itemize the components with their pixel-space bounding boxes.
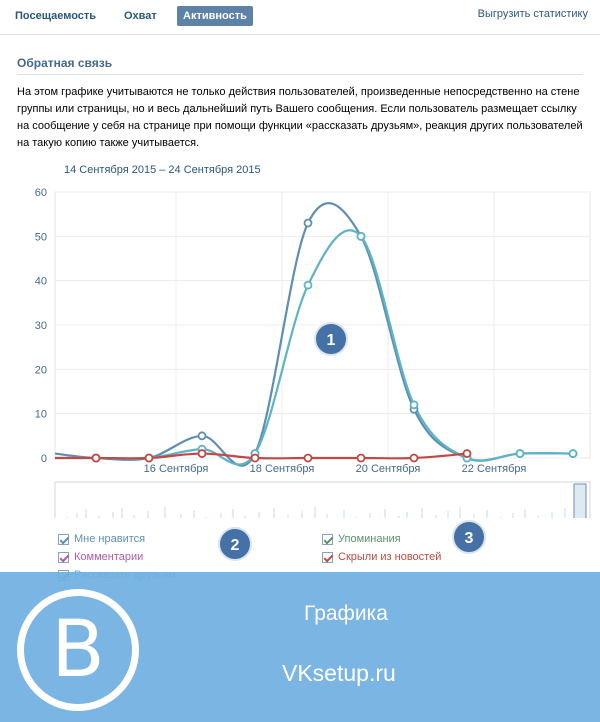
chart-overview-navigator bbox=[55, 482, 590, 518]
y-tick-label: 0 bbox=[40, 453, 47, 465]
vk-logo-letter: B bbox=[51, 605, 105, 695]
legend-hidden-label: Скрыли из новостей bbox=[338, 551, 442, 563]
x-tick-label: 16 Сентября bbox=[143, 463, 209, 475]
y-tick-label: 30 bbox=[34, 320, 47, 332]
y-tick-label: 50 bbox=[34, 231, 47, 244]
x-tick-label: 22 Сентября bbox=[461, 463, 527, 475]
legend-comments[interactable] bbox=[58, 549, 143, 565]
y-tick-label: 60 bbox=[34, 187, 47, 199]
overview-handle bbox=[574, 484, 586, 518]
checkbox-hidden[interactable] bbox=[322, 552, 333, 563]
y-tick-label: 40 bbox=[34, 275, 47, 288]
annotation-marker-1: 1 bbox=[314, 322, 348, 356]
series-point bbox=[570, 450, 577, 457]
y-tick-label: 20 bbox=[34, 364, 47, 377]
annotation-marker-3: 3 bbox=[452, 520, 486, 554]
section-description: На этом графике учитываются не только действия пользователей, произведенные непосредственно на стене группы или страницы, но и весь дальнейший путь Вашего сообщения. Если пользователь размещает ссылку на сообщение у себя на странице при помощи функции «рассказать друзьям», реакция других пользователей на такую копию также учитывается. bbox=[17, 86, 583, 149]
x-tick-labels bbox=[144, 463, 527, 475]
tab-activity[interactable]: Активность bbox=[177, 6, 253, 26]
x-tick-label: 18 Сентября bbox=[249, 463, 315, 475]
series-point bbox=[411, 401, 418, 408]
series-point bbox=[252, 455, 259, 462]
vk-logo-icon bbox=[17, 589, 139, 711]
series-point bbox=[358, 455, 365, 462]
legend-likes-label: Мне нравится bbox=[74, 533, 146, 545]
series-point bbox=[93, 455, 100, 462]
section-divider bbox=[17, 74, 583, 75]
tab-attendance[interactable]: Посещаемость bbox=[15, 10, 97, 22]
series-point bbox=[305, 220, 312, 227]
checkbox-likes[interactable] bbox=[58, 534, 69, 545]
legend-likes[interactable] bbox=[58, 531, 145, 547]
series-point bbox=[199, 432, 206, 439]
series-point bbox=[305, 282, 312, 289]
series-point bbox=[411, 455, 418, 462]
banner-title: Графика bbox=[304, 602, 388, 625]
legend-comments-label: Комментарии bbox=[74, 551, 144, 563]
export-stats-link[interactable]: Выгрузить статистику bbox=[477, 8, 588, 20]
stats-tab-bar bbox=[0, 0, 600, 35]
date-range-label[interactable]: 14 Сентября 2015 – 24 Сентября 2015 bbox=[64, 164, 261, 176]
y-tick-label: 10 bbox=[34, 408, 47, 421]
checkbox-comments[interactable] bbox=[58, 552, 69, 563]
series-point bbox=[358, 233, 365, 240]
x-tick-label: 20 Сентября bbox=[355, 463, 421, 475]
tab-reach[interactable]: Охват bbox=[124, 10, 157, 22]
legend-mentions[interactable] bbox=[322, 531, 401, 547]
series-point bbox=[517, 450, 524, 457]
series-point bbox=[464, 450, 471, 457]
section-title: Обратная связь bbox=[17, 56, 113, 70]
y-tick-labels bbox=[35, 187, 47, 465]
legend-mentions-label: Упоминания bbox=[338, 533, 401, 545]
legend-hidden[interactable] bbox=[322, 549, 441, 565]
banner-site: VKsetup.ru bbox=[282, 660, 396, 686]
activity-chart[interactable] bbox=[0, 178, 600, 518]
series-point bbox=[146, 455, 153, 462]
series-point bbox=[305, 455, 312, 462]
checkbox-mentions[interactable] bbox=[322, 534, 333, 545]
site-banner bbox=[0, 572, 600, 722]
annotation-marker-2: 2 bbox=[218, 527, 252, 561]
series-point bbox=[199, 450, 206, 457]
overview-frame bbox=[55, 482, 590, 518]
